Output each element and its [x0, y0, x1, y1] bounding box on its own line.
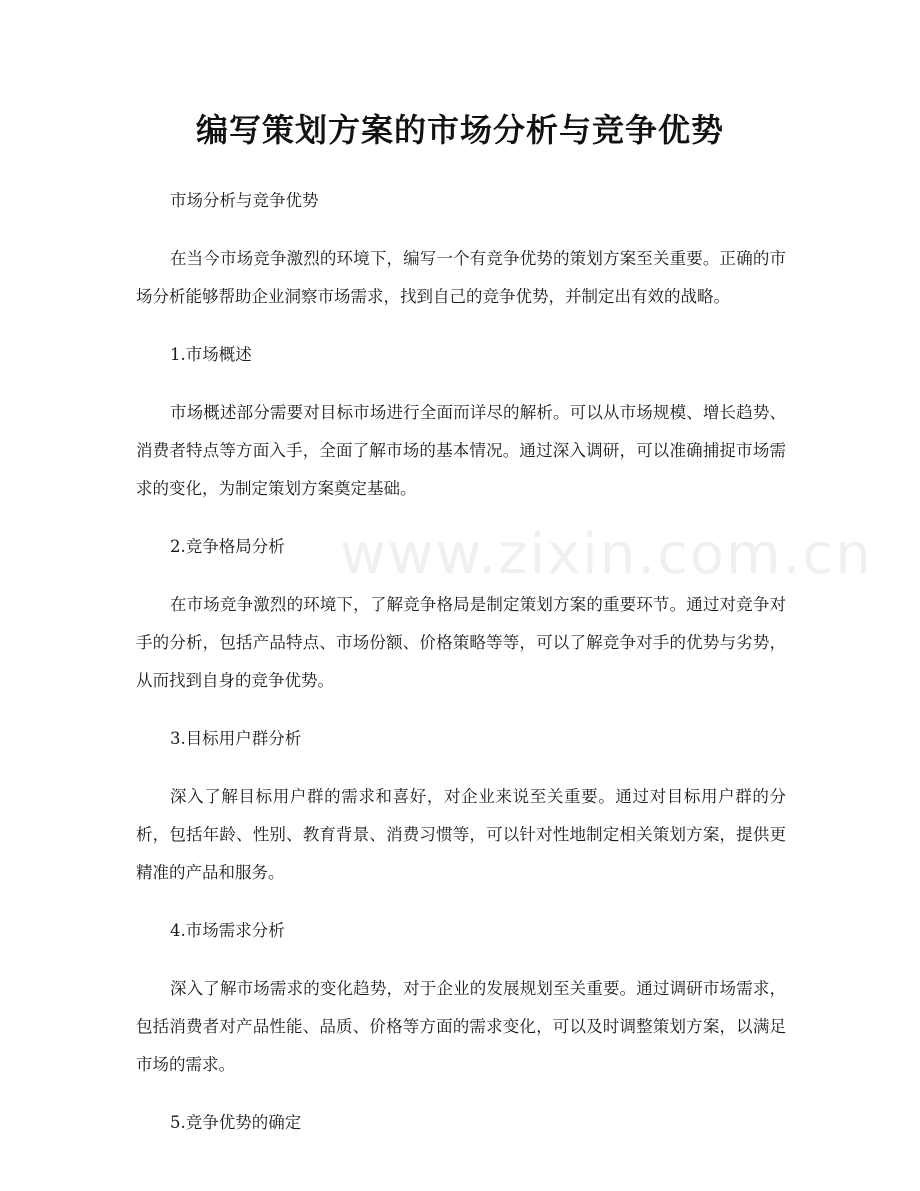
section-body-4: 深入了解市场需求的变化趋势，对于企业的发展规划至关重要。通过调研市场需求，包括消费者对产品性能、品质、价格等方面的需求变化，可以及时调整策划方案，以满足市场的需求。 [136, 979, 786, 1074]
section-heading-3: 3.目标用户群分析 [170, 729, 302, 748]
intro-paragraph: 在当今市场竞争激烈的环境下，编写一个有竞争优势的策划方案至关重要。正确的市场分析能够帮助企业洞察市场需求，找到自己的竞争优势，并制定出有效的战略。 [136, 249, 786, 306]
section-body-1: 市场概述部分需要对目标市场进行全面而详尽的解析。可以从市场规模、增长趋势、消费者特点等方面入手，全面了解市场的基本情况。通过深入调研，可以准确捕捉市场需求的变化，为制定策划方案奠定基础。 [136, 403, 786, 498]
document-body [136, 182, 786, 1142]
section-body-3: 深入了解目标用户群的需求和喜好，对企业来说至关重要。通过对目标用户群的分析，包括年龄、性别、教育背景、消费习惯等，可以针对性地制定相关策划方案，提供更精准的产品和服务。 [136, 787, 786, 882]
section-heading-4: 4.市场需求分析 [170, 921, 285, 940]
page-title: 编写策划方案的市场分析与竞争优势 [195, 111, 724, 149]
subtitle: 市场分析与竞争优势 [170, 191, 319, 210]
section-body-2: 在市场竞争激烈的环境下，了解竞争格局是制定策划方案的重要环节。通过对竞争对手的分析，包括产品特点、市场份额、价格策略等等，可以了解竞争对手的优势与劣势，从而找到自身的竞争优势。 [136, 595, 786, 690]
section-heading-1: 1.市场概述 [170, 345, 252, 364]
watermark-text: www.zixin.com.cn [340, 522, 873, 587]
section-heading-2: 2.竞争格局分析 [170, 537, 285, 556]
section-heading-5: 5.竞争优势的确定 [170, 1113, 302, 1132]
